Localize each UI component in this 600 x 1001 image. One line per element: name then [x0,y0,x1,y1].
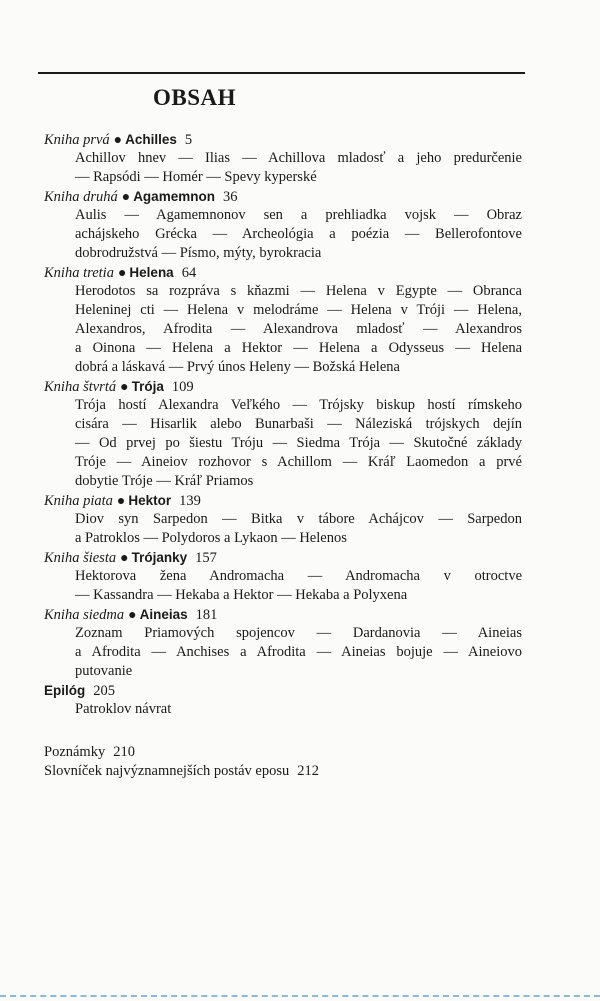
summary-line: Patroklov návrat [75,701,172,717]
bullet-icon: ● [120,551,129,566]
page-number: 5 [184,132,193,148]
summary-line: Herodotos sa rozpráva s kňazmi — Helena v Egypte — Obranca [75,283,522,299]
book-label: Kniha tretia [44,265,114,281]
chapter-summary [44,282,522,377]
page-number: 109 [171,379,194,395]
book-label: Kniha druhá [44,189,118,205]
summary-line: Tróje — Aineiov rozhovor s Achillom — Kráľ Laomedon a prvé [75,454,522,470]
book-heading[interactable] [44,548,522,567]
chapter-summary [44,149,522,187]
summary-line: a Afrodita — Anchises a Afrodita — Aineias bojuje — Aineiovo [75,644,522,660]
summary-line: Hektorova žena Andromacha — Andromacha v otroctve [75,568,522,584]
summary-line: dobytie Tróje — Kráľ Priamos [75,473,254,489]
book-title: Achilles [125,132,177,147]
book-title: Helena [129,265,174,280]
epilog-title: Epilóg [44,683,86,698]
page-number: 205 [93,683,115,699]
page-number: 64 [181,265,197,281]
summary-line: — Rapsódi — Homér — Spevy kyperské [75,169,317,185]
bullet-icon: ● [128,608,137,623]
chapter-summary [44,396,522,491]
book-heading[interactable] [44,187,522,206]
summary-line: Aulis — Agamemnonov sen a prehliadka vojsk — Obraz [75,207,522,223]
appendix-label: Poznámky [44,744,106,760]
book-label: Kniha siedma [44,607,125,623]
appendix-list [44,743,319,781]
toc-list [44,130,522,719]
bullet-icon: ● [120,380,129,395]
book-title: Hektor [128,493,172,508]
book-title: Aineias [139,607,188,622]
page-edge-line [0,995,600,997]
summary-line: Alexandros, Afrodita — Alexandrova mladosť — Alexandros [75,321,522,337]
page-number: 212 [297,763,319,779]
chapter-summary [44,510,522,548]
summary-line: Diov syn Sarpedon — Bitka v tábore Achájcov — Sarpedon [75,511,522,527]
bullet-icon: ● [121,190,131,205]
bullet-icon: ● [117,266,127,281]
book-heading[interactable] [44,263,522,282]
appendix-entry[interactable] [44,762,319,781]
book-title: Trója [131,379,164,394]
book-label: Kniha šiesta [44,550,117,566]
book-heading[interactable] [44,605,522,624]
page-number: 139 [179,493,201,509]
top-rule [38,72,525,74]
page-number: 210 [113,744,135,760]
summary-line: a Oinona — Helena a Hektor — Helena a Odysseus — Helena [75,340,522,356]
appendix-label: Slovníček najvýznamnejších postáv eposu [44,763,290,779]
summary-line: Trója hostí Alexandra Veľkého — Trójsky biskup hostí rímskeho [75,397,522,413]
page-number: 157 [195,550,217,566]
book-heading[interactable] [44,130,522,149]
book-label: Kniha štvrtá [44,379,117,395]
summary-line: Heleninej cti — Helena v melodráme — Helena v Tróji — Helena, [75,302,522,318]
chapter-summary [44,700,522,719]
summary-line: — Kassandra — Hekaba a Hektor — Hekaba a Polyxena [75,587,408,603]
chapter-summary [44,206,522,263]
appendix-entry[interactable] [44,743,319,762]
summary-line: a Patroklos — Polydoros a Lykaon — Helenos [75,530,347,546]
summary-line: Achillov hnev — Ilias — Achillova mladosť a jeho predurčenie [75,150,522,166]
chapter-summary [44,624,522,681]
book-heading[interactable] [44,491,522,510]
book-title: Trójanky [131,550,188,565]
summary-line: — Od prvej po šiestu Tróju — Siedma Trója — Skutočné základy [75,435,522,451]
bullet-icon: ● [113,133,123,148]
page-number: 36 [222,189,238,205]
summary-line: cisára — Hisarlik alebo Bunarbaši — Náleziská trójskych dejín [75,416,522,432]
page-number: 181 [195,607,218,623]
summary-line: achájskeho Grécka — Archeológia a poézia — Bellerofontove [75,226,522,242]
chapter-summary [44,567,522,605]
book-title: Agamemnon [133,189,215,204]
epilog-heading[interactable] [44,681,522,700]
page-title: OBSAH [153,85,237,110]
summary-line: dobrá a láskavá — Prvý únos Heleny — Božská Helena [75,359,400,375]
bullet-icon: ● [116,494,126,509]
summary-line: dobrodružstvá — Písmo, mýty, byrokracia [75,245,322,261]
book-label: Kniha prvá [44,132,110,148]
summary-line: putovanie [75,663,133,679]
book-label: Kniha piata [44,493,113,509]
summary-line: Zoznam Priamových spojencov — Dardanovia — Aineias [75,625,522,641]
book-heading[interactable] [44,377,522,396]
